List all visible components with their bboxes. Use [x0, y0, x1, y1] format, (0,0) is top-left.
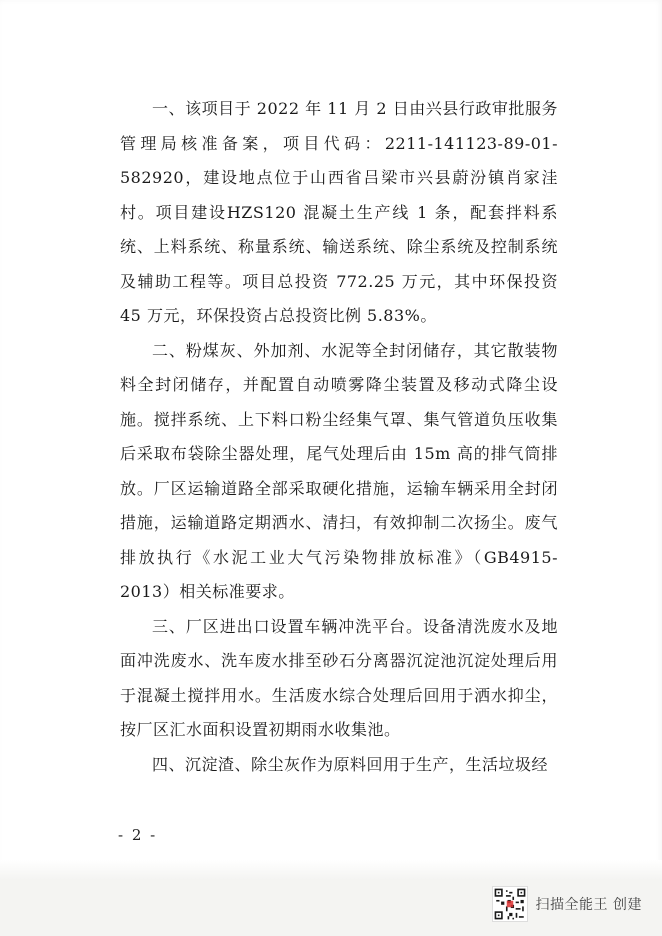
paragraph-4: 四、沉淀渣、除尘灰作为原料回用于生产，生活垃圾经	[152, 754, 549, 774]
paragraph-2: 二、粉煤灰、外加剂、水泥等全封闭储存，其它散装物料全封闭储存，并配置自动喷雾降尘装置及移动式降尘设施。搅拌系统、上下料口粉尘经集气罩、集气管道负压收集后采取布袋除尘器处理，尾气处理后由 15m 高的排气筒排放。厂区运输道路全部采取硬化措施，运输车辆采用全封闭措施，运输道路定期洒水、清扫，有效抑制二次扬尘。废气排放执行《水泥工业大气污染物排放标准》（GB4915-2013）相关标准要求。	[120, 340, 558, 601]
document-body	[120, 92, 558, 782]
scanner-watermark	[492, 886, 642, 922]
watermark-text: 扫描全能王 创建	[535, 897, 642, 913]
qr-code-icon	[492, 886, 528, 922]
paragraph-3: 三、厂区进出口设置车辆冲洗平台。设备清洗废水及地面冲洗废水、洗车废水排至砂石分离器沉淀池沉淀处理后用于混凝土搅拌用水。生活废水综合处理后回用于洒水抑尘，按厂区汇水面积设置初期雨水收集池。	[120, 616, 558, 739]
page-number: - 2 -	[118, 826, 158, 844]
paragraph-1: 一、该项目于 2022 年 11 月 2 日由兴县行政审批服务管理局核准备案，项目代码：2211-141123-89-01-582920，建设地点位于山西省吕梁市兴县蔚汾镇肖家洼村。项目建设HZS120 混凝土生产线 1 条，配套拌料系统、上料系统、称量系统、输送系统、除尘系统及控制系统及辅助工程等。项目总投资 772.25 万元，其中环保投资 45 万元，环保投资占总投资比例 5.83%。	[120, 99, 558, 325]
